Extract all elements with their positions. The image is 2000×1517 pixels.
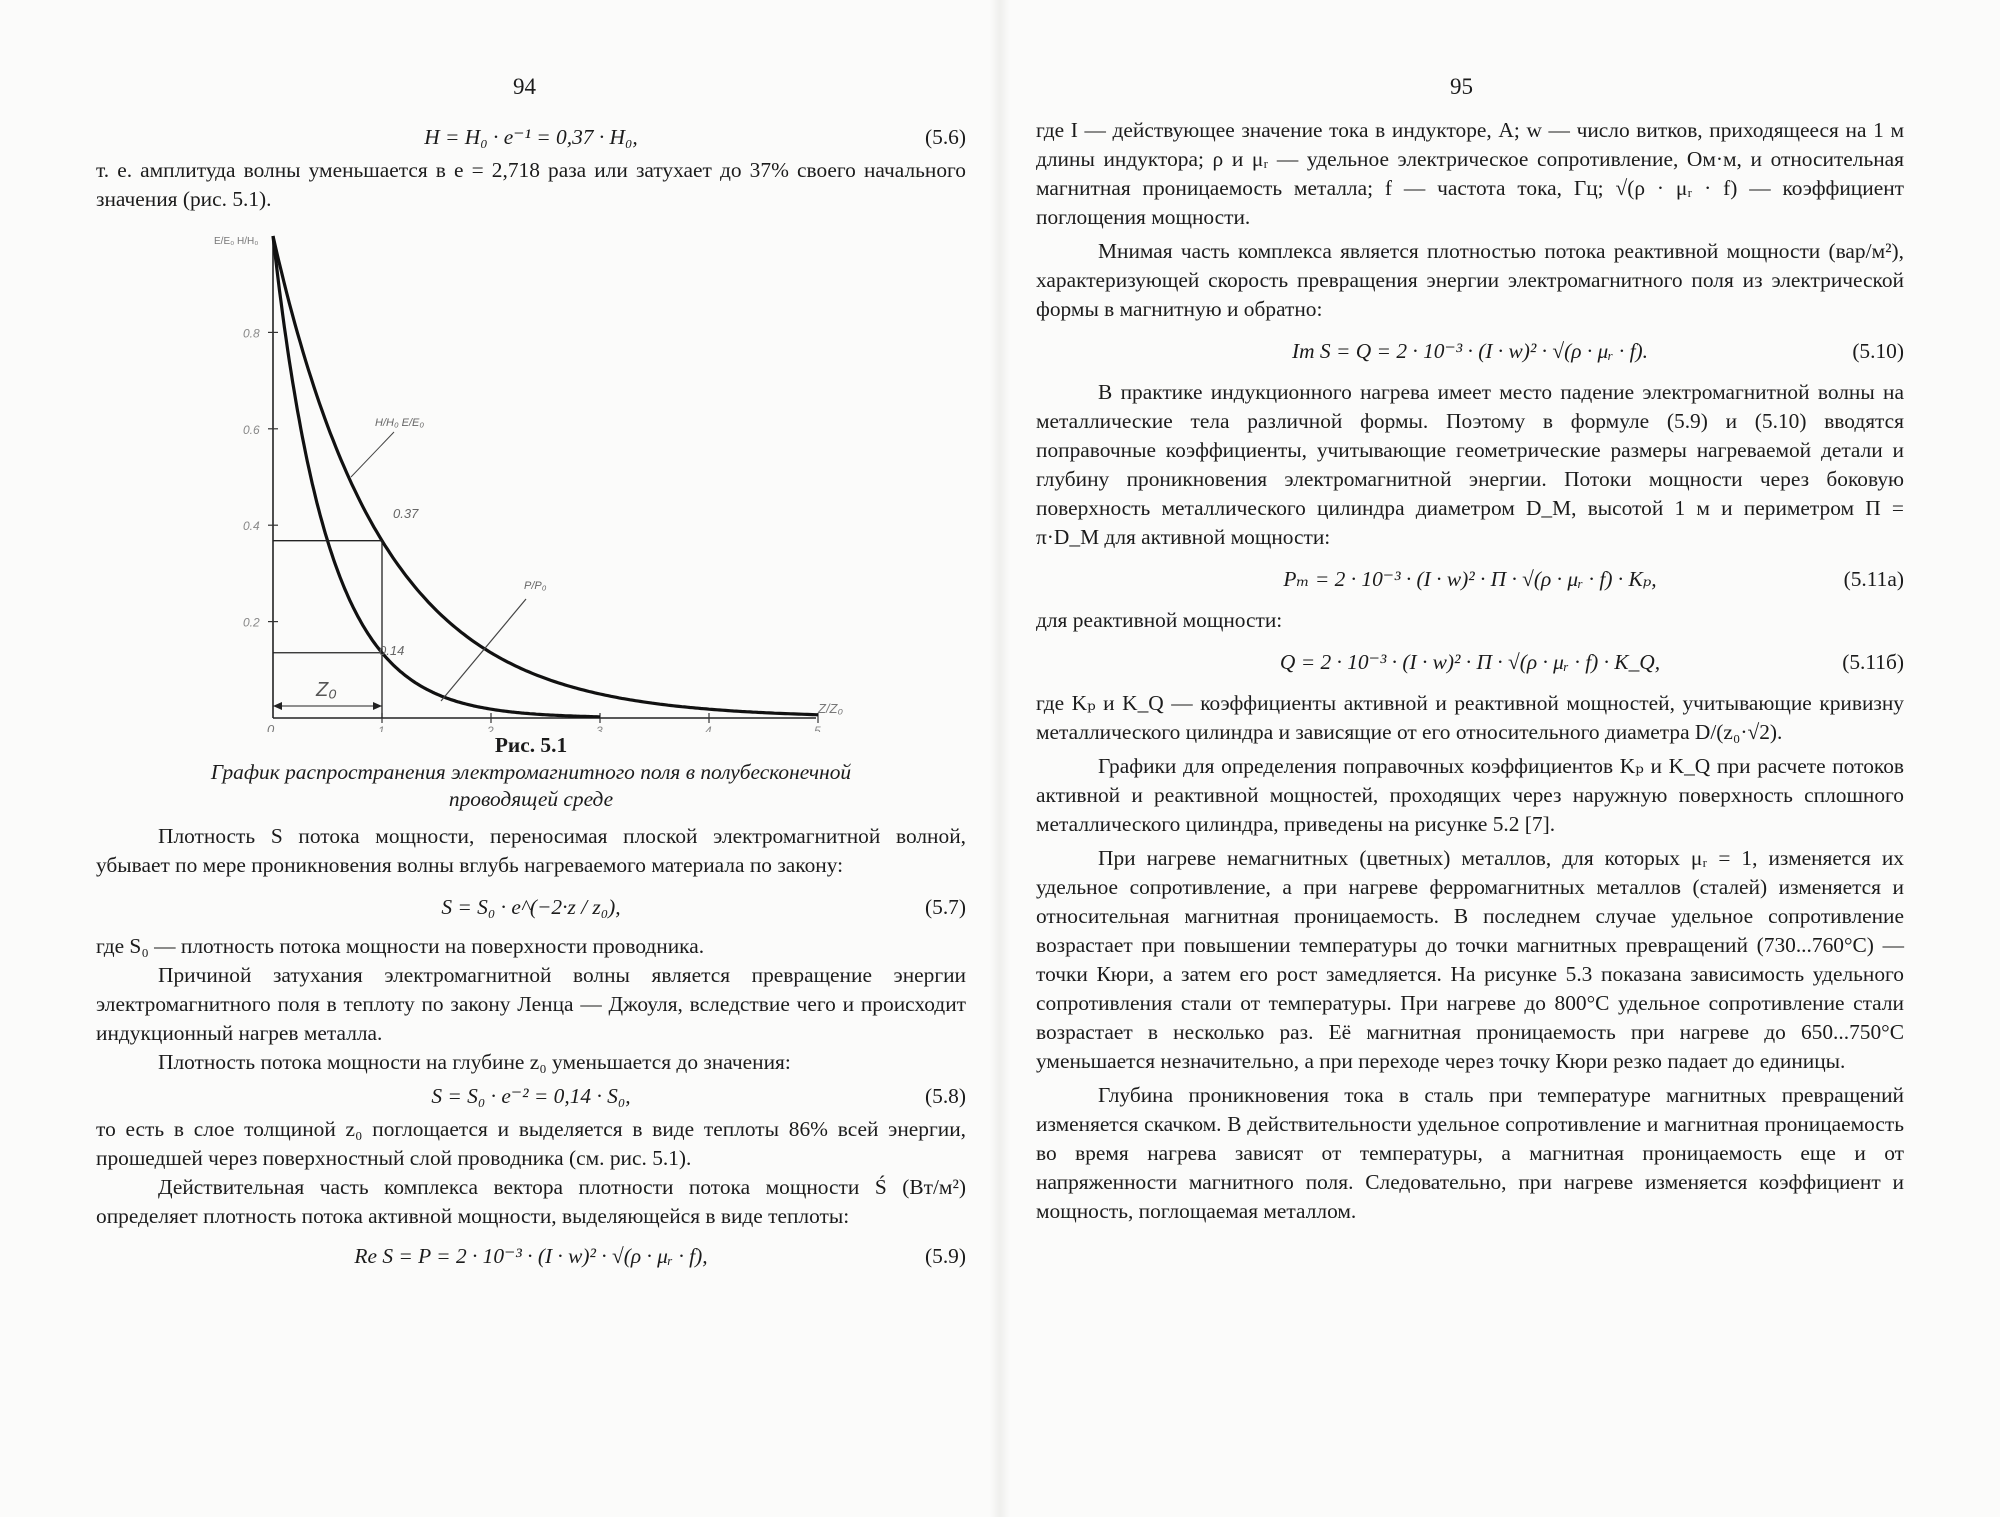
paragraph: Действительная часть комплекса вектора плотности потока мощности Ś (Вт/м²) определяет плотность потока активной мощности, выделяющейся в виде теплоты: [96,1175,966,1228]
left-page-text [96,118,966,1275]
x-tick-label: 5 [814,724,821,732]
paragraph: Причиной затухания электромагнитной волны является превращение энергии электромагнитного поля в теплоту по закону Ленца — Джоуля, вследствие чего и происходит индукционный нагрев металла. [96,963,966,1045]
equation-formula: Q = 2 · 10⁻³ · (I · w)² · П · √(ρ · μᵣ · f) · K_Q, [1279,650,1661,674]
equation-formula: Pₘ = 2 · 10⁻³ · (I · w)² · П · √(ρ · μᵣ · f) · Kₚ, [1283,567,1657,591]
curve-p-leader [441,599,526,701]
paragraph: Плотность S потока мощности, переносимая плоской электромагнитной волной, убывает по мере проникновения волны вглубь нагреваемого материала по закону: [96,824,966,877]
y-tick-label: 0.2 [243,615,260,630]
x-axis-label: Z/Z₀ [818,701,843,716]
equation-formula: Re S = P = 2 · 10⁻³ · (I · w)² · √(ρ · μᵣ · f), [354,1244,708,1268]
label-014: 0.14 [379,643,405,658]
equation-number: (5.11б) [1842,650,1904,674]
y-tick-label: 0.4 [243,519,260,534]
paragraph: где I — действующее значение тока в индукторе, А; w — число витков, приходящееся на 1 м длины индуктора; ρ и μᵣ — удельное электрическое сопротивление, Ом·м, и относительная магнитная проницаемость металла; f — частота тока, Гц; √(ρ · μᵣ · f) — коэффициент поглощения мощности. [1036,118,1904,229]
equation-number: (5.11а) [1843,567,1904,591]
x-tick-label: 4 [705,724,712,732]
x-tick-label: 3 [596,724,603,732]
equation-formula: Im S = Q = 2 · 10⁻³ · (I · w)² · √(ρ · μᵣ · f). [1292,339,1648,363]
paragraph: где S₀ — плотность потока мощности на поверхности проводника. [96,934,705,958]
equation-formula: S = S₀ · e^(−2·z / z₀), [441,895,621,919]
decay-chart [96,214,966,732]
paragraph: для реактивной мощности: [1036,608,1283,632]
x-tick-label: 1 [378,724,385,732]
page-number-left: 94 [513,74,536,99]
caption-line-2: проводящей среде [448,787,614,811]
figure-caption [96,732,966,813]
equation-number: (5.6) [925,125,966,149]
paragraph: При нагреве немагнитных (цветных) металлов, для которых μᵣ = 1, изменяется их удельное сопротивление, а при нагреве ферромагнитных металлов (сталей) изменяется и относительная магнитная проницаемость. В последнем случае удельное сопротивление возрастает при повышении температуры до точки магнитных превращений (730...760°C) — точки Кюри, а затем его рост замедляется. На рисунке 5.3 показана зависимость удельного сопротивления стали от температуры. При нагреве до 800°C удельное сопротивление стали возрастает в несколько раз. Её магнитная проницаемость при нагреве до 650...750°C уменьшается незначительно, а при переходе через точку Кюри резко падает до единицы. [1036,846,1904,1073]
equation-5-6 [96,122,966,152]
y-axis-label: E/E₀ H/H₀ [214,236,259,247]
paragraph: Мнимая часть комплекса является плотностью потока реактивной мощности (вар/м²), характеризующей скорость превращения энергии электромагнитного поля из электрической формы в магнитную и обратно: [1036,239,1904,321]
equation-5-11b [1036,647,1904,677]
equation-number: (5.7) [925,895,966,919]
y-tick-label: 0.8 [243,326,260,341]
paragraph: Плотность потока мощности на глубине z₀ уменьшается до значения: [158,1050,791,1074]
page-number-right: 95 [1450,74,1473,99]
equation-5-9 [96,1241,966,1271]
figure-5-1 [96,214,966,732]
paragraph: Глубина проникновения тока в сталь при температуре магнитных превращений изменяется скачком. В действительности удельное сопротивление и магнитная проницаемость во время нагрева зависят от температуры, а магнитная проницаемость еще и от напряженности магнитного поля. Следовательно, при нагреве изменяется коэффициент и мощность, поглощаемая металлом. [1036,1083,1904,1223]
curve-h-leader [351,432,394,477]
equation-5-8 [96,1081,966,1111]
paragraph: то есть в слое толщиной z₀ поглощается и выделяется в виде теплоты 86% всей энергии, прошедшей через поверхностный слой проводника (см. рис. 5.1). [96,1117,966,1170]
caption-title: Рис. 5.1 [494,733,568,757]
paragraph: т. е. амплитуда волны уменьшается в e = 2,718 раза или затухает до 37% своего начального значения (рис. 5.1). [96,158,966,211]
equation-number: (5.8) [925,1084,966,1108]
curve-h-label: H/H₀ E/E₀ [375,417,425,429]
label-037: 0.37 [393,506,419,521]
equation-formula: S = S₀ · e⁻² = 0,14 · S₀, [431,1084,631,1108]
x-tick-label: 2 [487,724,494,732]
equation-number: (5.9) [925,1244,966,1268]
curve-p-label: P/P₀ [524,580,547,592]
curve-h-e [273,236,818,715]
label-z0: Z₀ [316,679,337,701]
origin-label: 0 [267,722,275,732]
right-page-text [1036,116,1904,1226]
paragraph: Графики для определения поправочных коэффициентов Kₚ и K_Q при расчете потоков активной и реактивной мощностей, проходящих через наружную поверхность сплошного металлического цилиндра, приведены на рисунке 5.2 [7]. [1036,754,1904,836]
paragraph: где Kₚ и K_Q — коэффициенты активной и реактивной мощностей, учитывающие кривизну металлического цилиндра и зависящие от его относительного диаметра D/(z₀·√2). [1036,691,1904,744]
curve-p [273,236,600,717]
equation-number: (5.10) [1852,339,1904,363]
z0-arrow-right [373,702,382,710]
y-tick-label: 0.6 [243,422,260,437]
right-page [1000,0,2000,1517]
equation-5-7 [96,892,966,922]
z0-arrow-left [273,702,282,710]
equation-formula: H = H₀ · e⁻¹ = 0,37 · H₀, [424,125,638,149]
equation-5-10 [1036,336,1904,366]
paragraph: В практике индукционного нагрева имеет место падение электромагнитной волны на металлические тела различной формы. Поэтому в формуле (5.9) и (5.10) вводятся поправочные коэффициенты, учитывающие геометрические размеры нагреваемой детали и глубину проникновения электромагнитной энергии. Потоки мощности через боковую поверхность металлического цилиндра диаметром D_M, высотой 1 м и периметром П = π·D_M для активной мощности: [1036,380,1904,549]
caption-line-1: График распространения электромагнитного поля в полубесконечной [210,760,852,784]
equation-5-11a [1036,564,1904,594]
